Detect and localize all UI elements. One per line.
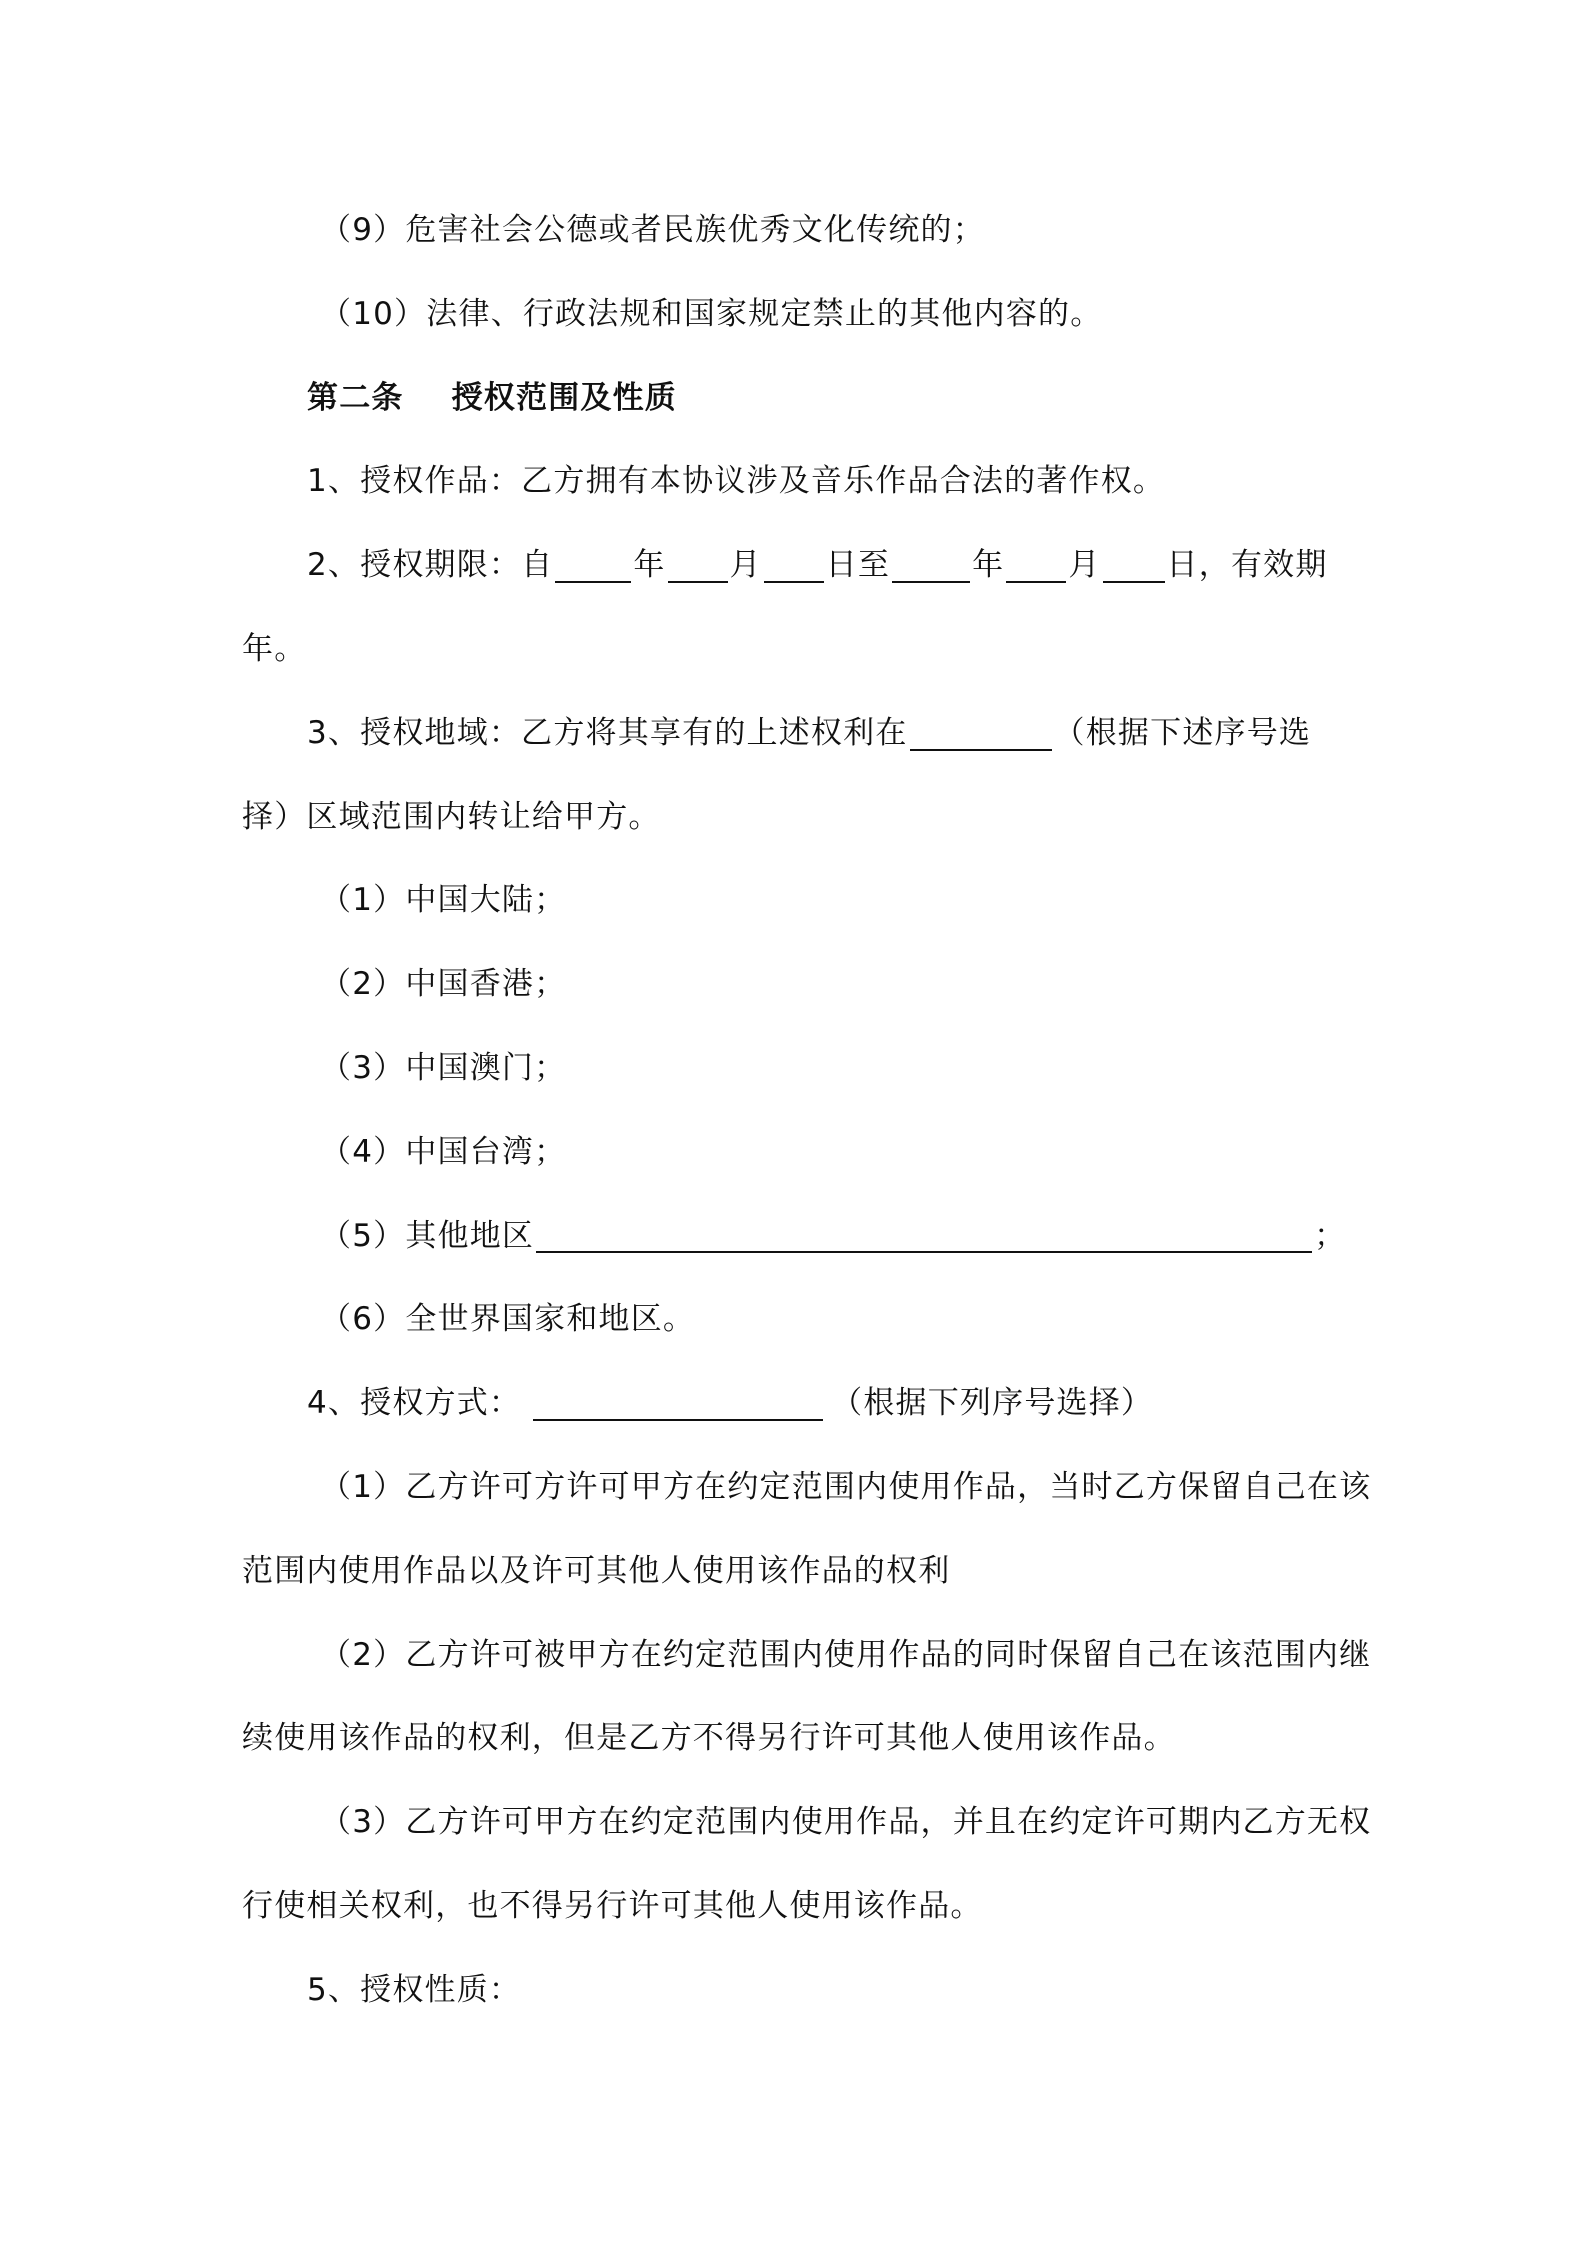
text: 年 — [633, 547, 666, 584]
text: 年 — [972, 547, 1005, 584]
start-day-blank[interactable] — [764, 547, 824, 583]
clause-2-label: 2、授权期限：自 — [307, 547, 554, 584]
text: 3、授权地域：乙方将其享有的上述权利在 — [307, 714, 908, 751]
method-3: （3）乙方许可甲方在约定范围内使用作品，并且在约定许可期内乙方无权 — [320, 1804, 1372, 1841]
text: 日，有效期 — [1166, 547, 1328, 584]
method-blank[interactable] — [533, 1385, 823, 1421]
territory-blank[interactable] — [910, 714, 1052, 750]
text: （5）其他地区 — [320, 1217, 535, 1254]
region-4: （4）中国台湾； — [320, 1133, 567, 1170]
method-1: （1）乙方许可方许可甲方在约定范围内使用作品，当时乙方保留自己在该 — [320, 1468, 1372, 1505]
start-month-blank[interactable] — [668, 547, 728, 583]
clause-2-cont: 年。 — [242, 630, 307, 667]
clause-3 — [242, 692, 1362, 776]
text: 月 — [1068, 547, 1101, 584]
document-page — [242, 189, 1372, 2033]
clause-4 — [242, 1362, 1362, 1446]
method-2-cont: 续使用该作品的权利，但是乙方不得另行许可其他人使用该作品。 — [242, 1720, 1176, 1757]
text: 日至 — [825, 547, 891, 584]
method-1-cont: 范围内使用作品以及许可其他人使用该作品的权利 — [242, 1552, 951, 1589]
end-year-blank[interactable] — [892, 547, 970, 583]
article-title: 授权范围及性质 — [451, 379, 678, 416]
text: 4、授权方式： — [307, 1385, 522, 1422]
method-2: （2）乙方许可被甲方在约定范围内使用作品的同时保留自己在该范围内继 — [320, 1636, 1372, 1673]
region-2: （2）中国香港； — [320, 966, 567, 1003]
text: 月 — [729, 547, 762, 584]
region-3: （3）中国澳门； — [320, 1049, 567, 1086]
text: （根据下列序号选择） — [831, 1385, 1154, 1422]
region-1: （1）中国大陆； — [320, 882, 567, 919]
text: ； — [1314, 1217, 1347, 1254]
end-month-blank[interactable] — [1006, 547, 1066, 583]
end-day-blank[interactable] — [1103, 547, 1165, 583]
clause-5: 5、授权性质： — [307, 1971, 522, 2008]
start-year-blank[interactable] — [555, 547, 631, 583]
region-6: （6）全世界国家和地区。 — [320, 1301, 696, 1338]
other-region-blank[interactable] — [536, 1217, 1312, 1253]
clause-2 — [242, 524, 1362, 608]
text: （根据下述序号选 — [1053, 714, 1312, 751]
clause-3-cont: 择）区域范围内转让给甲方。 — [242, 798, 661, 835]
article-number: 第二条 — [307, 379, 404, 416]
method-3-cont: 行使相关权利，也不得另行许可其他人使用该作品。 — [242, 1887, 983, 1924]
clause-1: 1、授权作品：乙方拥有本协议涉及音乐作品合法的著作权。 — [307, 463, 1166, 500]
region-5 — [242, 1195, 1362, 1279]
article-heading — [242, 357, 1362, 441]
list-item-10: （10）法律、行政法规和国家规定禁止的其他内容的。 — [320, 295, 1103, 332]
list-item-9: （9）危害社会公德或者民族优秀文化传统的； — [320, 212, 985, 248]
